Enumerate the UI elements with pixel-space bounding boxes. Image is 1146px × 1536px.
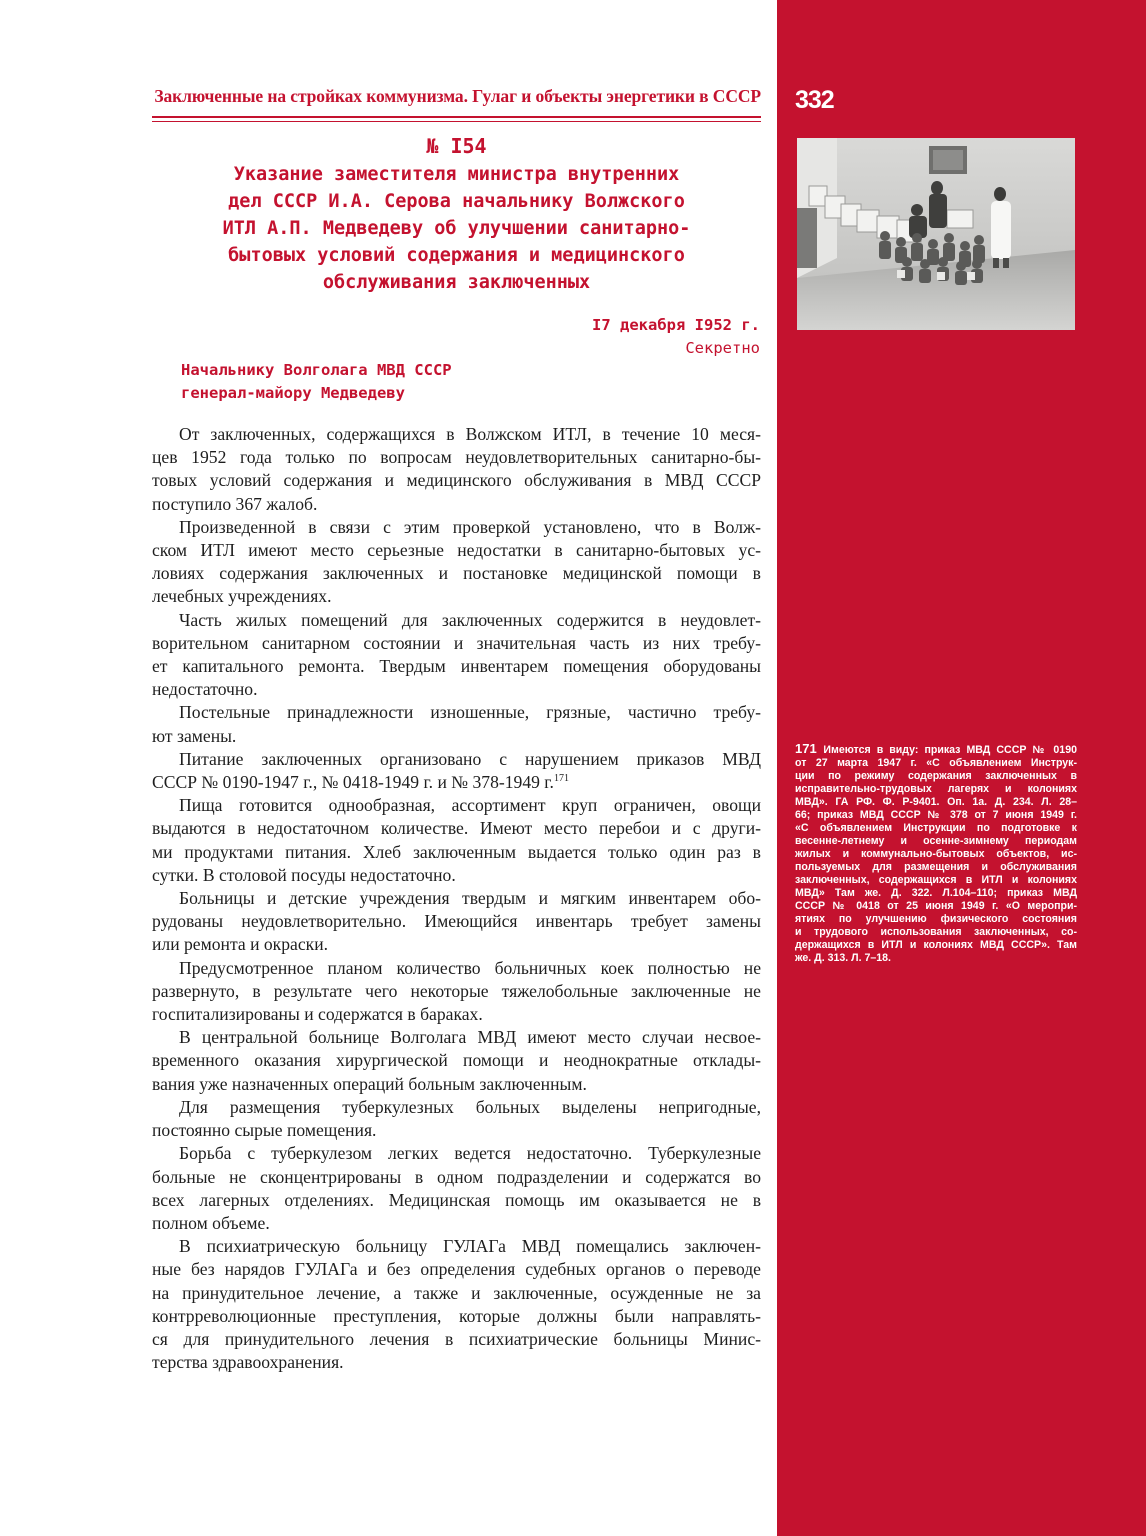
footnote-line: ции по режиму содержания заключенных в bbox=[795, 770, 1077, 782]
text-line: Питание заключенных организовано с нарушением приказов МВД bbox=[179, 748, 761, 769]
text-line: цев 1952 года только по вопросам неудовлетворительных санитарно-бы- bbox=[152, 447, 761, 468]
text-line: Для размещения туберкулезных больных выделены непригодные, bbox=[179, 1096, 761, 1117]
body-paragraph bbox=[152, 1235, 761, 1374]
addressee-block bbox=[181, 359, 452, 405]
document-title bbox=[152, 161, 761, 296]
text-line: вания уже назначенных операций больным заключенным. bbox=[152, 1073, 587, 1094]
footnote-line: и трудового использования заключенных, со- bbox=[795, 926, 1077, 938]
text-line: терства здравоохранения. bbox=[152, 1352, 344, 1373]
text-line: СССР № 0190-1947 г., № 0418-1949 г. и № 378-1949 г.$^{171}$ bbox=[152, 772, 569, 793]
text-line: От заключенных, содержащихся в Волжском ИТЛ, в течение 10 меся- bbox=[179, 424, 761, 444]
text-line: Постельные принадлежности изношенные, грязные, частично требу- bbox=[179, 702, 761, 723]
text-line: Произведенной в связи с этим проверкой установлено, что в Волж- bbox=[179, 516, 761, 537]
text-line: Пища готовится однообразная, ассортимент круп ограничен, овощи bbox=[179, 795, 761, 816]
footnote-line: жилых и коммунально-бытовых объектов, ис- bbox=[795, 848, 1077, 860]
body-paragraph bbox=[152, 1026, 761, 1096]
title-line: обслуживания заключенных bbox=[322, 272, 591, 293]
footnote-line: МВД». ГА РФ. Ф. Р-9401. Оп. 1а. Д. 234. Л. 28– bbox=[795, 796, 1077, 808]
addressee-line: генерал-майору Медведеву bbox=[181, 384, 405, 402]
body-paragraph bbox=[152, 516, 761, 609]
footnote-reference[interactable]: 171 bbox=[553, 773, 569, 785]
text-line: госпитализированы и содержатся в бараках. bbox=[152, 1004, 483, 1025]
body-paragraph bbox=[152, 701, 761, 747]
text-line: контрреволюционные преступления, которые должны были направлять- bbox=[152, 1305, 761, 1326]
text-line: В психиатрическую больницу ГУЛАГа МВД помещались заключен- bbox=[179, 1236, 761, 1257]
footnote-line: ятиях по улучшению физического состояния bbox=[795, 913, 1077, 925]
footnote-line: исправительно-трудовых лагерях и колониях bbox=[795, 783, 1077, 795]
footnote-line: 66; приказ МВД СССР № 378 от 7 июня 1949 г. bbox=[795, 809, 1077, 821]
text-line: временного оказания хирургической помощи и неоднократные отклады- bbox=[152, 1050, 761, 1071]
text-line: ся для принудительного лечения в психиатрические больницы Минис- bbox=[152, 1328, 761, 1349]
footnote-line: СССР № 0418 от 25 июня 1949 г. «О меропри- bbox=[795, 900, 1077, 912]
text-line: В центральной больнице Волголага МВД имеют место случаи несвое- bbox=[179, 1027, 761, 1048]
body-paragraph bbox=[152, 1096, 761, 1142]
body-paragraph bbox=[152, 423, 761, 516]
text-line: на принудительное лечение, а также и заключенные, осужденные не за bbox=[152, 1282, 761, 1303]
text-line: или ремонта и окраски. bbox=[152, 934, 329, 955]
text-line: поступило 367 жалоб. bbox=[152, 493, 318, 514]
footnote-line: пользуемых для размещения и обслуживания bbox=[795, 861, 1077, 873]
document-date: I7 декабря I952 г. bbox=[592, 316, 760, 334]
footnote-line: заключенных, содержащихся в ИТЛ и колониях bbox=[795, 874, 1077, 886]
text-line: товых условий содержания и медицинского обслуживания в МВД СССР bbox=[152, 470, 761, 491]
addressee-line: Начальнику Волголага МВД СССР bbox=[181, 361, 452, 379]
text-line: ют замены. bbox=[152, 725, 237, 746]
text-line: выдаются в недостаточном количестве. Имеют место перебои и с други- bbox=[152, 818, 761, 839]
footnote-171 bbox=[795, 742, 1077, 965]
text-line: рудованы неудовлетворительно. Имеющийся инвентарь требует замены bbox=[152, 911, 761, 932]
body-paragraph bbox=[152, 957, 761, 1027]
text-line: Часть жилых помещений для заключенных содержится в неудовлет- bbox=[179, 609, 761, 630]
text-line: ворительном санитарном состоянии и значительная часть из них требу- bbox=[152, 632, 761, 653]
footnote-line: весенне-летнему и осенне-зимнему периодам bbox=[795, 835, 1077, 847]
text-line: Борьба с туберкулезом легких ведется недостаточно. Туберкулезные bbox=[179, 1143, 761, 1164]
archival-photo bbox=[797, 138, 1075, 330]
title-line: Указание заместителя министра внутренних bbox=[233, 164, 680, 185]
text-line: развернуто, в результате чего некоторые тяжелобольные заключенные не bbox=[152, 980, 761, 1001]
body-paragraph bbox=[152, 1142, 761, 1235]
text-line: постоянно сырые помещения. bbox=[152, 1120, 377, 1141]
footnote-line: «С объявлением Инструкции по подготовке к bbox=[795, 822, 1077, 834]
text-line: полном объеме. bbox=[152, 1212, 270, 1233]
text-line: лечебных учреждениях. bbox=[152, 586, 332, 607]
footnote-line: МВД» Там же. Д. 322. Л.104–110; приказ МВД bbox=[795, 887, 1077, 899]
header-rule-thin bbox=[152, 121, 761, 122]
body-paragraph bbox=[152, 794, 761, 887]
body-paragraph bbox=[152, 887, 761, 957]
running-title: Заключенные на стройках коммунизма. Гулаг и объекты энергетики в СССР bbox=[154, 86, 761, 106]
title-line: бытовых условий содержания и медицинского bbox=[228, 245, 685, 266]
document-number: № I54 bbox=[426, 134, 487, 158]
text-line: Больницы и детские учреждения твердым и мягким инвентарем обо- bbox=[179, 888, 761, 909]
document-body bbox=[152, 423, 761, 1374]
text-line: ловиях содержания заключенных и постановке медицинской помощи в bbox=[152, 563, 761, 584]
footnote-line: от 27 марта 1947 г. «С объявлением Инструк- bbox=[795, 757, 1077, 769]
footnote-line: 171 Имеются в виду: приказ МВД СССР № 0190 bbox=[795, 741, 1077, 756]
text-line: недостаточно. bbox=[152, 679, 258, 700]
body-paragraph bbox=[152, 609, 761, 702]
text-line: всех лагерных отделениях. Медицинская помощь им оказывается не в bbox=[152, 1189, 761, 1210]
text-line: больные не сконцентрированы в одном подразделении и содержатся во bbox=[152, 1166, 761, 1187]
footnote-line: держащихся в ИТЛ и колониях МВД СССР». Там bbox=[795, 939, 1077, 951]
text-line: Предусмотренное планом количество больничных коек полностью не bbox=[179, 957, 761, 978]
text-line: ет капитального ремонта. Твердым инвентарем помещения оборудованы bbox=[152, 656, 761, 677]
text-line: ском ИТЛ имеют место серьезные недостатки в санитарно-бытовых ус- bbox=[152, 540, 761, 561]
photo-image bbox=[797, 138, 1075, 330]
title-line: дел СССР И.А. Серова начальнику Волжского bbox=[228, 191, 685, 212]
title-line: ИТЛ А.П. Медведеву об улучшении санитарно- bbox=[222, 218, 691, 239]
text-line: сутки. В столовой посуды недостаточно. bbox=[152, 864, 456, 885]
footnote-line: же. Д. 313. Л. 7–18. bbox=[795, 952, 891, 964]
page-number: 332 bbox=[795, 86, 834, 114]
text-line: ные без нарядов ГУЛАГа и без определения судебных органов о переводе bbox=[152, 1259, 761, 1280]
text-line: ми продуктами питания. Хлеб заключенным выдается только один раз в bbox=[152, 841, 761, 862]
classification-label: Секретно bbox=[685, 339, 760, 357]
header-rule bbox=[152, 116, 761, 118]
body-paragraph bbox=[152, 748, 761, 794]
footnote-number: 171 bbox=[795, 741, 824, 756]
